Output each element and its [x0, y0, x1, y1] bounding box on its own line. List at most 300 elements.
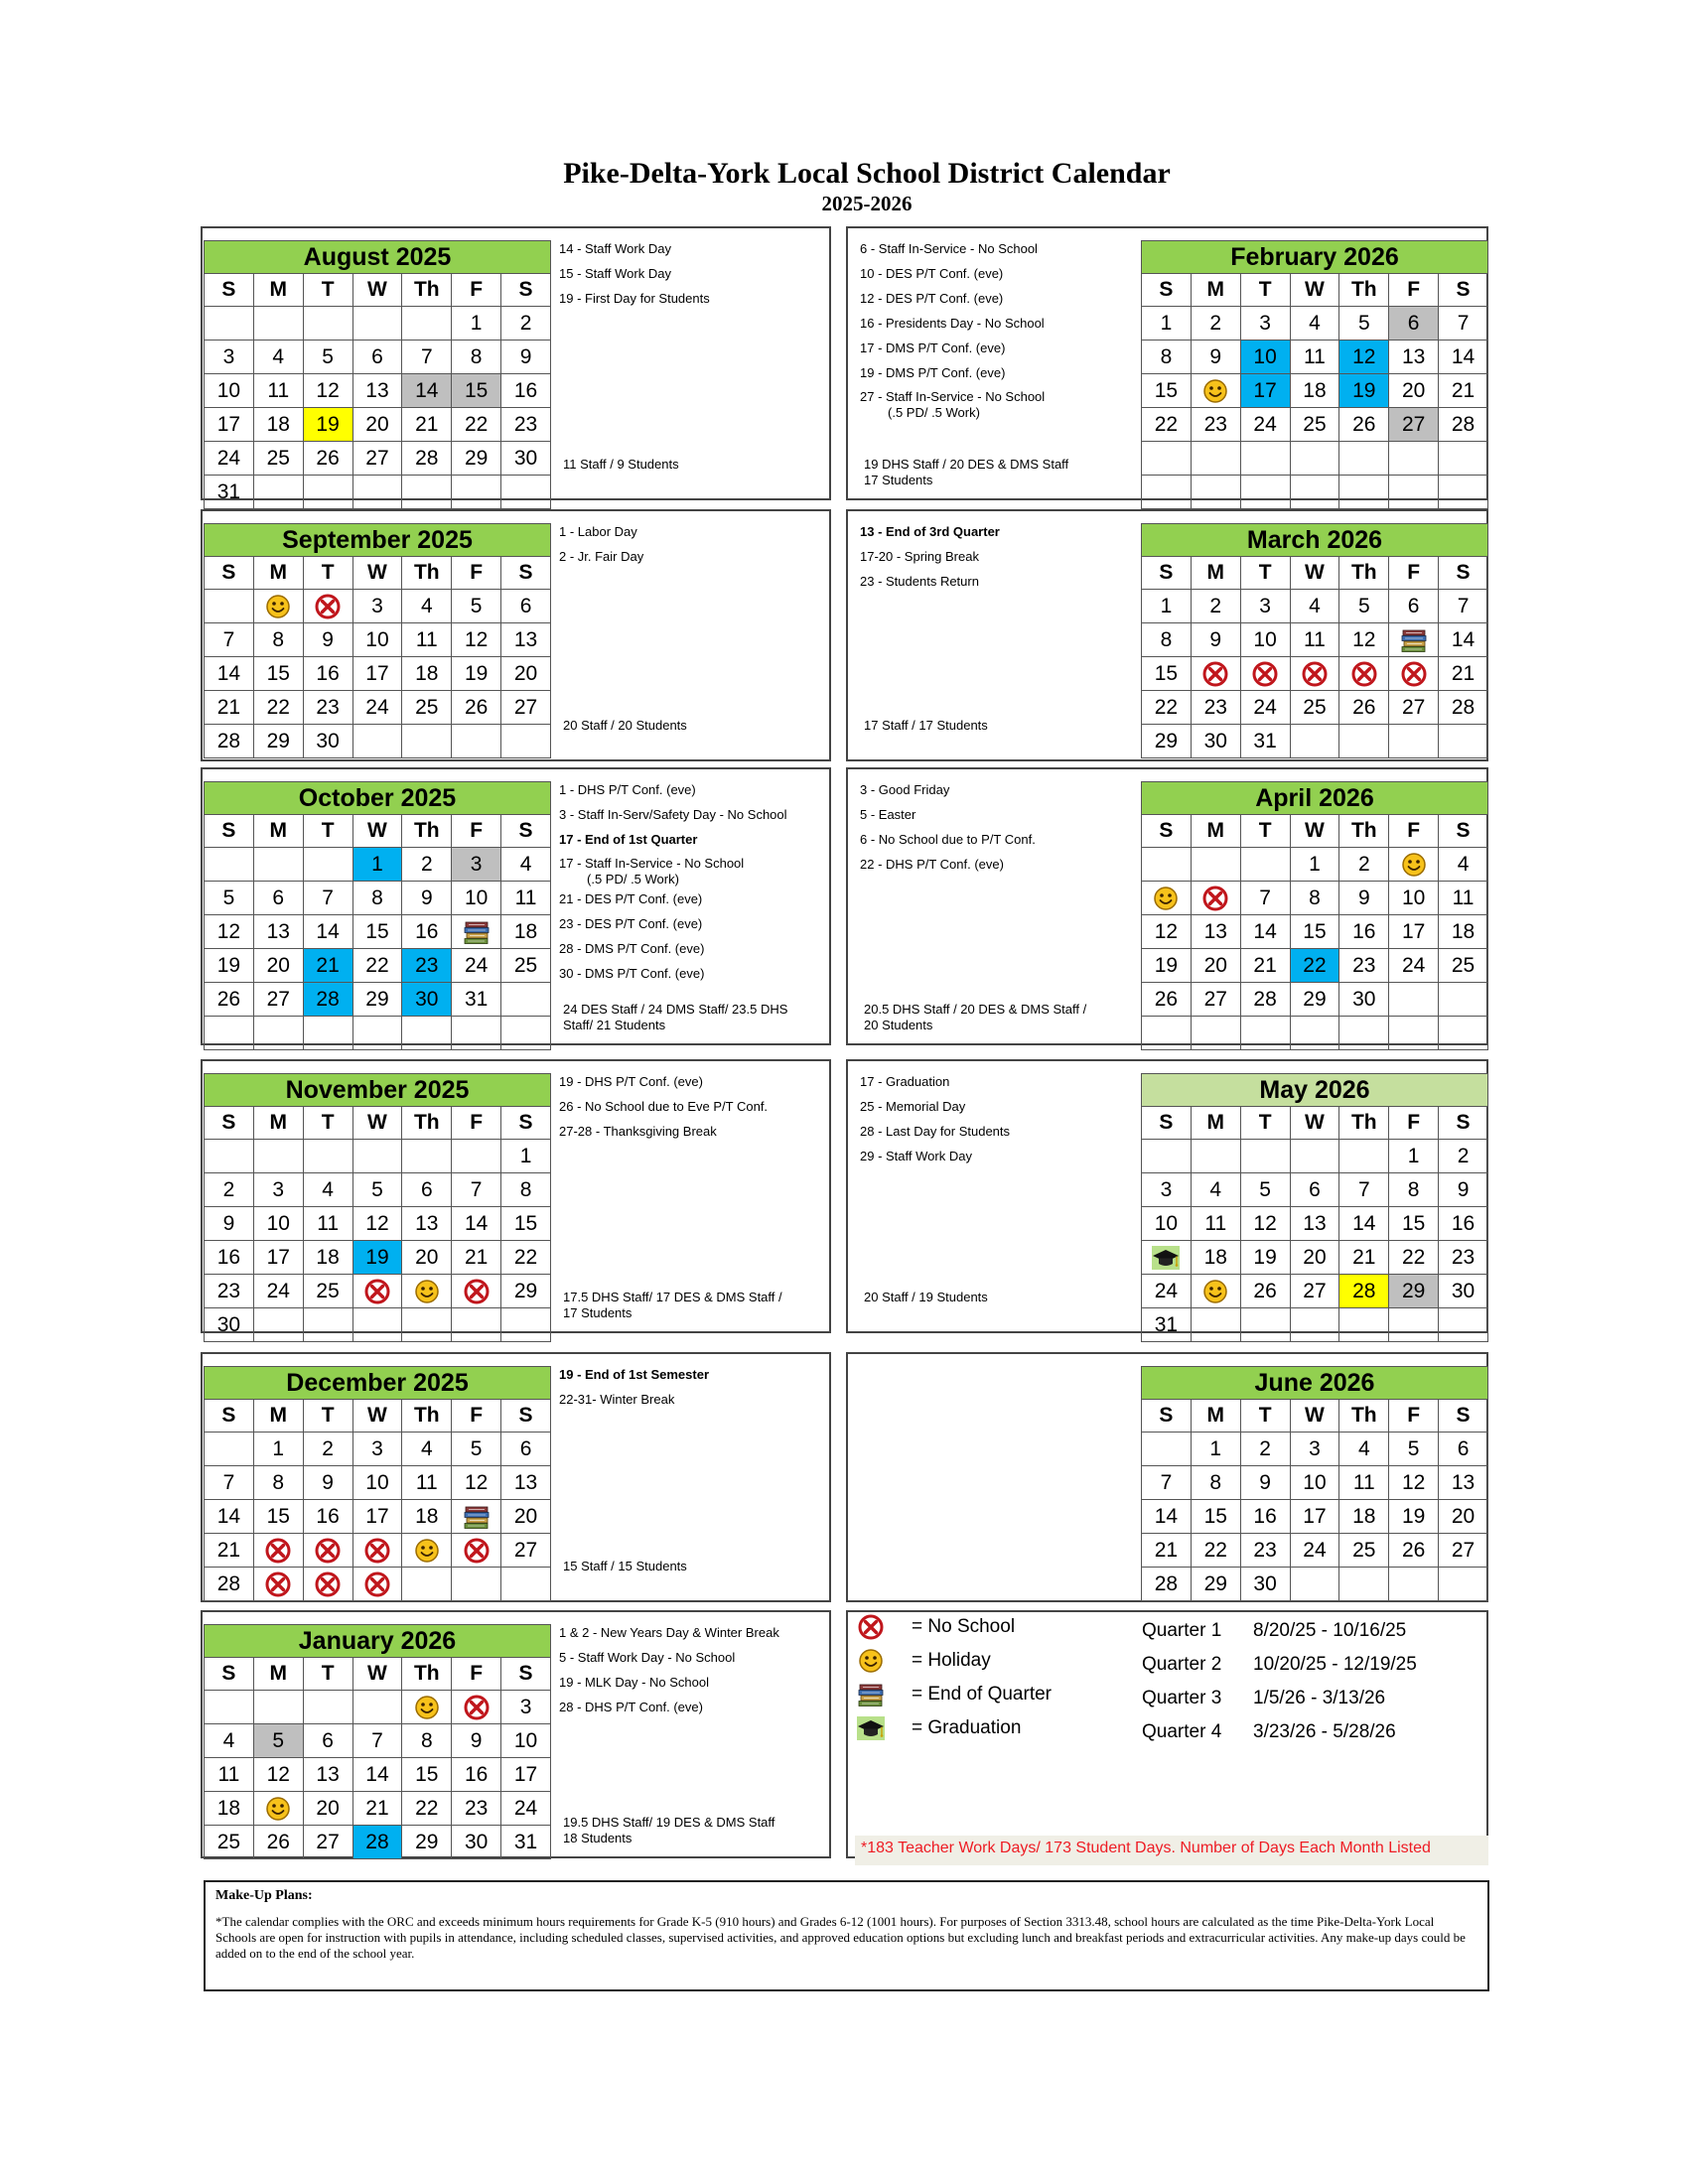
weekday-header: F: [452, 815, 501, 848]
weekday-header: T: [1240, 274, 1290, 307]
day-cell: 2: [1240, 1433, 1290, 1466]
day-cell: 11: [501, 882, 551, 915]
day-cell: 27: [1389, 408, 1439, 442]
day-cell: 27: [352, 442, 402, 476]
no-school-icon: [362, 1277, 392, 1306]
day-cell: 27: [1191, 983, 1240, 1017]
day-cell: 19: [352, 1241, 402, 1275]
empty-day-cell: [1389, 442, 1439, 476]
note-line: 5 - Staff Work Day - No School: [559, 1650, 736, 1665]
month-day-totals: [563, 718, 687, 734]
day-cell: 29: [402, 1826, 452, 1859]
empty-day-cell: [452, 1308, 501, 1342]
day-cell: 21: [303, 949, 352, 983]
makeup-body: *The calendar complies with the ORC and exceeds minimum hours requirements for Grade K-5 (910 hours) and Grades 6-12 (1001 hours). For purposes of Section 3313.48, school hours are calculated as the time Pike-Delta-York Local Schools are open for instruction with pupils in attendance, including scheduled classes, supervised activities, and approved education options but excluding lunch and breakfast periods and extracurricular activities. Any make-up days could be added on to the end of the school year.: [215, 1914, 1466, 1961]
month-calendar: [204, 781, 551, 1050]
book-stack-end-of-quarter-icon: [462, 917, 492, 947]
month-notes: [559, 1620, 779, 1719]
note-line: 27-28 - Thanksgiving Break: [559, 1124, 717, 1139]
day-cell: [402, 1275, 452, 1308]
weekday-header: Th: [1339, 274, 1389, 307]
day-cell: 13: [1439, 1466, 1488, 1500]
day-cell: 13: [303, 1758, 352, 1792]
day-cell: 9: [1191, 623, 1240, 657]
empty-day-cell: [1290, 1308, 1339, 1342]
day-cell: 10: [1240, 341, 1290, 374]
day-cell: 15: [253, 657, 303, 691]
month-title: January 2026: [205, 1625, 551, 1658]
quarter-range: 1/5/26 - 3/13/26: [1253, 1688, 1386, 1708]
empty-day-cell: [1191, 1140, 1240, 1173]
day-cell: 23: [501, 408, 551, 442]
day-cell: 21: [205, 1534, 254, 1568]
day-cell: 30: [1339, 983, 1389, 1017]
weekday-header: W: [352, 1658, 402, 1691]
day-cell: [253, 590, 303, 623]
day-cell: 11: [253, 374, 303, 408]
note-line: 21 - DES P/T Conf. (eve): [559, 891, 703, 906]
quarter-dates: [1142, 1654, 1417, 1676]
day-cell: 8: [352, 882, 402, 915]
day-cell: 9: [1339, 882, 1389, 915]
totals-line: 20 Staff / 19 Students: [864, 1290, 988, 1304]
day-cell: 4: [1290, 590, 1339, 623]
empty-day-cell: [352, 476, 402, 509]
empty-day-cell: [1339, 1017, 1389, 1050]
day-cell: 14: [205, 1500, 254, 1534]
no-school-icon: [313, 1536, 343, 1566]
day-cell: [1191, 657, 1240, 691]
empty-day-cell: [402, 725, 452, 758]
month-notes: [559, 1362, 709, 1412]
empty-day-cell: [205, 590, 254, 623]
day-cell: 31: [205, 476, 254, 509]
weekday-header: Th: [402, 1107, 452, 1140]
month-calendar: [1141, 523, 1488, 758]
month-day-totals: [563, 1290, 782, 1321]
day-cell: 28: [205, 725, 254, 758]
day-cell: 9: [303, 623, 352, 657]
empty-day-cell: [402, 1308, 452, 1342]
day-cell: 17: [1389, 915, 1439, 949]
empty-day-cell: [1290, 442, 1339, 476]
empty-day-cell: [1290, 1017, 1339, 1050]
day-cell: 15: [402, 1758, 452, 1792]
day-cell: 26: [1339, 408, 1389, 442]
note-line: 19 - DMS P/T Conf. (eve): [860, 365, 1006, 380]
day-cell: 14: [205, 657, 254, 691]
day-cell: 7: [205, 623, 254, 657]
empty-day-cell: [1439, 1568, 1488, 1601]
smiley-holiday-icon: [412, 1536, 442, 1566]
no-school-icon: [1349, 659, 1379, 689]
day-cell: 17: [205, 408, 254, 442]
no-school-icon: [462, 1693, 492, 1722]
month-day-totals: [563, 1559, 687, 1574]
day-cell: 25: [253, 442, 303, 476]
day-cell: 24: [253, 1275, 303, 1308]
empty-day-cell: [501, 1568, 551, 1601]
legend-label: = No School: [912, 1616, 1016, 1637]
totals-line: 11 Staff / 9 Students: [563, 457, 679, 472]
empty-day-cell: [1439, 983, 1488, 1017]
empty-day-cell: [303, 1017, 352, 1050]
day-cell: 4: [253, 341, 303, 374]
empty-day-cell: [253, 1308, 303, 1342]
quarter-dates: [1142, 1721, 1396, 1743]
empty-day-cell: [1389, 1017, 1439, 1050]
no-school-icon: [462, 1536, 492, 1566]
weekday-header: T: [1240, 1400, 1290, 1433]
month-title: April 2026: [1142, 782, 1488, 815]
empty-day-cell: [303, 307, 352, 341]
weekday-header: T: [303, 1107, 352, 1140]
note-line: 17 - DMS P/T Conf. (eve): [860, 341, 1006, 355]
day-cell: 26: [452, 691, 501, 725]
empty-day-cell: [253, 307, 303, 341]
day-cell: 19: [205, 949, 254, 983]
weekday-header: S: [1439, 815, 1488, 848]
weekday-header: T: [303, 815, 352, 848]
day-cell: 5: [303, 341, 352, 374]
day-cell: 31: [501, 1826, 551, 1859]
weekday-header: T: [303, 274, 352, 307]
legend-item: [856, 1680, 1052, 1709]
note-line: 19 - First Day for Students: [559, 291, 710, 306]
day-cell: 19: [1389, 1500, 1439, 1534]
day-cell: 4: [1439, 848, 1488, 882]
weekday-header: Th: [1339, 1400, 1389, 1433]
empty-day-cell: [352, 1017, 402, 1050]
month-title: October 2025: [205, 782, 551, 815]
note-line: 29 - Staff Work Day: [860, 1149, 972, 1163]
day-cell: 28: [1142, 1568, 1192, 1601]
day-cell: 17: [253, 1241, 303, 1275]
day-cell: 1: [253, 1433, 303, 1466]
day-cell: 15: [1290, 915, 1339, 949]
day-cell: 30: [402, 983, 452, 1017]
month-calendar: [204, 1624, 551, 1859]
day-cell: 2: [501, 307, 551, 341]
day-cell: [402, 1534, 452, 1568]
day-cell: 25: [1290, 408, 1339, 442]
day-cell: 4: [205, 1724, 254, 1758]
day-cell: 6: [1389, 307, 1439, 341]
month-notes: [559, 519, 643, 569]
day-cell: [402, 1691, 452, 1724]
month-day-totals: [864, 1002, 1086, 1033]
empty-day-cell: [1142, 442, 1192, 476]
day-cell: 7: [1439, 590, 1488, 623]
note-line: 17 - Graduation: [860, 1074, 950, 1089]
empty-day-cell: [205, 848, 254, 882]
no-school-icon: [856, 1612, 886, 1642]
no-school-icon: [462, 1277, 492, 1306]
empty-day-cell: [452, 1017, 501, 1050]
day-cell: 13: [253, 915, 303, 949]
empty-day-cell: [303, 1308, 352, 1342]
empty-day-cell: [1142, 1017, 1192, 1050]
day-cell: 29: [1191, 1568, 1240, 1601]
empty-day-cell: [1439, 725, 1488, 758]
day-cell: 27: [1290, 1275, 1339, 1308]
note-line: 28 - DMS P/T Conf. (eve): [559, 941, 705, 956]
day-cell: 14: [1439, 341, 1488, 374]
graduation-cap-icon: [856, 1713, 886, 1743]
weekday-header: S: [501, 1658, 551, 1691]
day-cell: 30: [452, 1826, 501, 1859]
empty-day-cell: [352, 307, 402, 341]
book-stack-end-of-quarter-icon: [1399, 625, 1429, 655]
empty-day-cell: [1240, 476, 1290, 509]
day-cell: 12: [1339, 341, 1389, 374]
day-cell: 14: [1142, 1500, 1192, 1534]
day-cell: 23: [1339, 949, 1389, 983]
day-cell: 29: [501, 1275, 551, 1308]
empty-day-cell: [1290, 1140, 1339, 1173]
empty-day-cell: [352, 1140, 402, 1173]
empty-day-cell: [253, 1017, 303, 1050]
day-cell: 28: [1339, 1275, 1389, 1308]
day-cell: 21: [1142, 1534, 1192, 1568]
totals-line: 17 Students: [864, 473, 933, 487]
note-line: 3 - Good Friday: [860, 782, 950, 797]
empty-day-cell: [1191, 1308, 1240, 1342]
no-school-icon: [263, 1570, 293, 1599]
day-cell: 9: [303, 1466, 352, 1500]
month-notes: [559, 236, 710, 311]
day-cell: 5: [205, 882, 254, 915]
weekday-header: M: [1191, 274, 1240, 307]
day-cell: 20: [501, 657, 551, 691]
empty-day-cell: [253, 476, 303, 509]
quarter-name: Quarter 3: [1142, 1688, 1222, 1708]
day-cell: [253, 1534, 303, 1568]
day-cell: 4: [303, 1173, 352, 1207]
day-cell: 7: [1339, 1173, 1389, 1207]
day-cell: 30: [501, 442, 551, 476]
day-cell: 14: [402, 374, 452, 408]
weekday-header: T: [303, 1400, 352, 1433]
note-line: 1 - Labor Day: [559, 524, 637, 539]
day-cell: 10: [1142, 1207, 1192, 1241]
empty-day-cell: [253, 1140, 303, 1173]
day-cell: 13: [501, 623, 551, 657]
day-cell: 16: [452, 1758, 501, 1792]
weekday-header: S: [501, 1107, 551, 1140]
day-cell: 6: [1389, 590, 1439, 623]
day-cell: 28: [402, 442, 452, 476]
day-cell: 8: [1142, 623, 1192, 657]
empty-day-cell: [1240, 1017, 1290, 1050]
smiley-holiday-icon: [1200, 1277, 1230, 1306]
weekday-header: S: [1439, 274, 1488, 307]
day-cell: 24: [352, 691, 402, 725]
note-line: 27 - Staff In-Service - No School: [860, 389, 1046, 404]
day-cell: 20: [1389, 374, 1439, 408]
weekday-header: M: [253, 557, 303, 590]
day-cell: 6: [501, 1433, 551, 1466]
totals-line: 20.5 DHS Staff / 20 DES & DMS Staff /: [864, 1002, 1087, 1017]
day-cell: 22: [501, 1241, 551, 1275]
day-cell: 1: [352, 848, 402, 882]
day-cell: 3: [352, 1433, 402, 1466]
day-cell: 5: [1339, 590, 1389, 623]
day-cell: 12: [452, 623, 501, 657]
weekday-header: W: [1290, 1400, 1339, 1433]
day-cell: 11: [402, 1466, 452, 1500]
day-cell: 19: [1142, 949, 1192, 983]
month-notes: [559, 777, 787, 986]
day-cell: [452, 1691, 501, 1724]
day-cell: 13: [501, 1466, 551, 1500]
day-cell: 25: [402, 691, 452, 725]
month-calendar: [204, 1073, 551, 1342]
no-school-icon: [1399, 659, 1429, 689]
note-line: 6 - No School due to P/T Conf.: [860, 832, 1036, 847]
day-cell: 30: [303, 725, 352, 758]
weekday-header: S: [1439, 1400, 1488, 1433]
month-day-totals: [864, 718, 988, 734]
weekday-header: W: [1290, 274, 1339, 307]
day-cell: 3: [1240, 590, 1290, 623]
day-cell: 18: [1339, 1500, 1389, 1534]
note-line: 17-20 - Spring Break: [860, 549, 979, 564]
note-line: 13 - End of 3rd Quarter: [860, 524, 1000, 539]
day-cell: 15: [1191, 1500, 1240, 1534]
day-cell: 16: [1339, 915, 1389, 949]
day-cell: 21: [452, 1241, 501, 1275]
day-cell: [1389, 848, 1439, 882]
weekday-header: S: [501, 557, 551, 590]
month-notes: [860, 519, 1000, 594]
note-line: 3 - Staff In-Serv/Safety Day - No School: [559, 807, 787, 822]
note-line: 1 & 2 - New Years Day & Winter Break: [559, 1625, 779, 1640]
empty-day-cell: [1142, 1140, 1192, 1173]
day-cell: 13: [1389, 341, 1439, 374]
day-cell: 3: [452, 848, 501, 882]
empty-day-cell: [501, 1017, 551, 1050]
day-cell: 23: [1191, 408, 1240, 442]
note-continuation: (.5 PD/ .5 Work): [587, 872, 679, 887]
weekday-header: T: [303, 1658, 352, 1691]
page-title: Pike-Delta-York Local School District Calendar: [563, 157, 1171, 190]
weekday-header: Th: [1339, 815, 1389, 848]
day-cell: 22: [1389, 1241, 1439, 1275]
empty-day-cell: [1439, 442, 1488, 476]
totals-line: 15 Staff / 15 Students: [563, 1559, 687, 1573]
month-title: December 2025: [205, 1367, 551, 1400]
day-cell: 24: [1240, 691, 1290, 725]
day-cell: 8: [402, 1724, 452, 1758]
day-cell: 7: [352, 1724, 402, 1758]
empty-day-cell: [303, 1140, 352, 1173]
day-cell: 21: [1339, 1241, 1389, 1275]
weekday-header: S: [205, 1658, 254, 1691]
weekday-header: S: [1142, 1107, 1192, 1140]
weekday-header: Th: [1339, 1107, 1389, 1140]
day-cell: 4: [1191, 1173, 1240, 1207]
empty-day-cell: [205, 1017, 254, 1050]
day-cell: 29: [253, 725, 303, 758]
empty-day-cell: [1191, 1017, 1240, 1050]
empty-day-cell: [1389, 725, 1439, 758]
day-cell: [452, 1534, 501, 1568]
day-cell: 24: [452, 949, 501, 983]
quarter-range: 10/20/25 - 12/19/25: [1253, 1654, 1417, 1675]
day-cell: [1191, 1275, 1240, 1308]
month-title: February 2026: [1142, 241, 1488, 274]
weekday-header: F: [452, 1658, 501, 1691]
day-cell: 20: [1439, 1500, 1488, 1534]
empty-day-cell: [402, 476, 452, 509]
totals-line: 20 Staff / 20 Students: [563, 718, 687, 733]
legend-item: [856, 1646, 991, 1676]
empty-day-cell: [1439, 1308, 1488, 1342]
day-cell: 15: [1142, 374, 1192, 408]
empty-day-cell: [402, 307, 452, 341]
weekday-header: M: [1191, 1107, 1240, 1140]
day-cell: 9: [452, 1724, 501, 1758]
month-calendar: [1141, 781, 1488, 1050]
day-cell: 1: [452, 307, 501, 341]
day-cell: 26: [205, 983, 254, 1017]
day-cell: 2: [205, 1173, 254, 1207]
day-cell: 17: [1240, 374, 1290, 408]
empty-day-cell: [1191, 848, 1240, 882]
weekday-header: Th: [402, 274, 452, 307]
day-cell: 7: [1142, 1466, 1192, 1500]
empty-day-cell: [1389, 1568, 1439, 1601]
day-cell: 2: [1191, 590, 1240, 623]
empty-day-cell: [1389, 983, 1439, 1017]
empty-day-cell: [1191, 442, 1240, 476]
day-cell: 12: [1142, 915, 1192, 949]
weekday-header: S: [205, 815, 254, 848]
day-cell: 24: [1389, 949, 1439, 983]
legend-label: = End of Quarter: [912, 1684, 1052, 1705]
totals-line: Staff/ 21 Students: [563, 1018, 666, 1032]
day-cell: 11: [303, 1207, 352, 1241]
day-cell: 12: [1240, 1207, 1290, 1241]
totals-line: 17 Staff / 17 Students: [864, 718, 988, 733]
day-cell: 1: [1389, 1140, 1439, 1173]
day-cell: 18: [402, 657, 452, 691]
weekday-header: S: [501, 1400, 551, 1433]
day-cell: 21: [1439, 374, 1488, 408]
weekday-header: M: [253, 274, 303, 307]
day-cell: 9: [1439, 1173, 1488, 1207]
day-cell: 14: [452, 1207, 501, 1241]
day-cell: 7: [205, 1466, 254, 1500]
day-cell: 28: [1439, 408, 1488, 442]
day-cell: [1389, 623, 1439, 657]
month-calendar: [204, 240, 551, 509]
empty-day-cell: [352, 725, 402, 758]
day-cell: 2: [1439, 1140, 1488, 1173]
empty-day-cell: [1142, 476, 1192, 509]
weekday-header: Th: [402, 1658, 452, 1691]
weekday-header: T: [1240, 557, 1290, 590]
empty-day-cell: [205, 1433, 254, 1466]
day-cell: 5: [1240, 1173, 1290, 1207]
empty-day-cell: [1339, 1308, 1389, 1342]
empty-day-cell: [402, 1568, 452, 1601]
quarter-dates: [1142, 1688, 1385, 1709]
note-line: 23 - Students Return: [860, 574, 979, 589]
month-notes: [860, 1069, 1010, 1168]
day-cell: 9: [1191, 341, 1240, 374]
